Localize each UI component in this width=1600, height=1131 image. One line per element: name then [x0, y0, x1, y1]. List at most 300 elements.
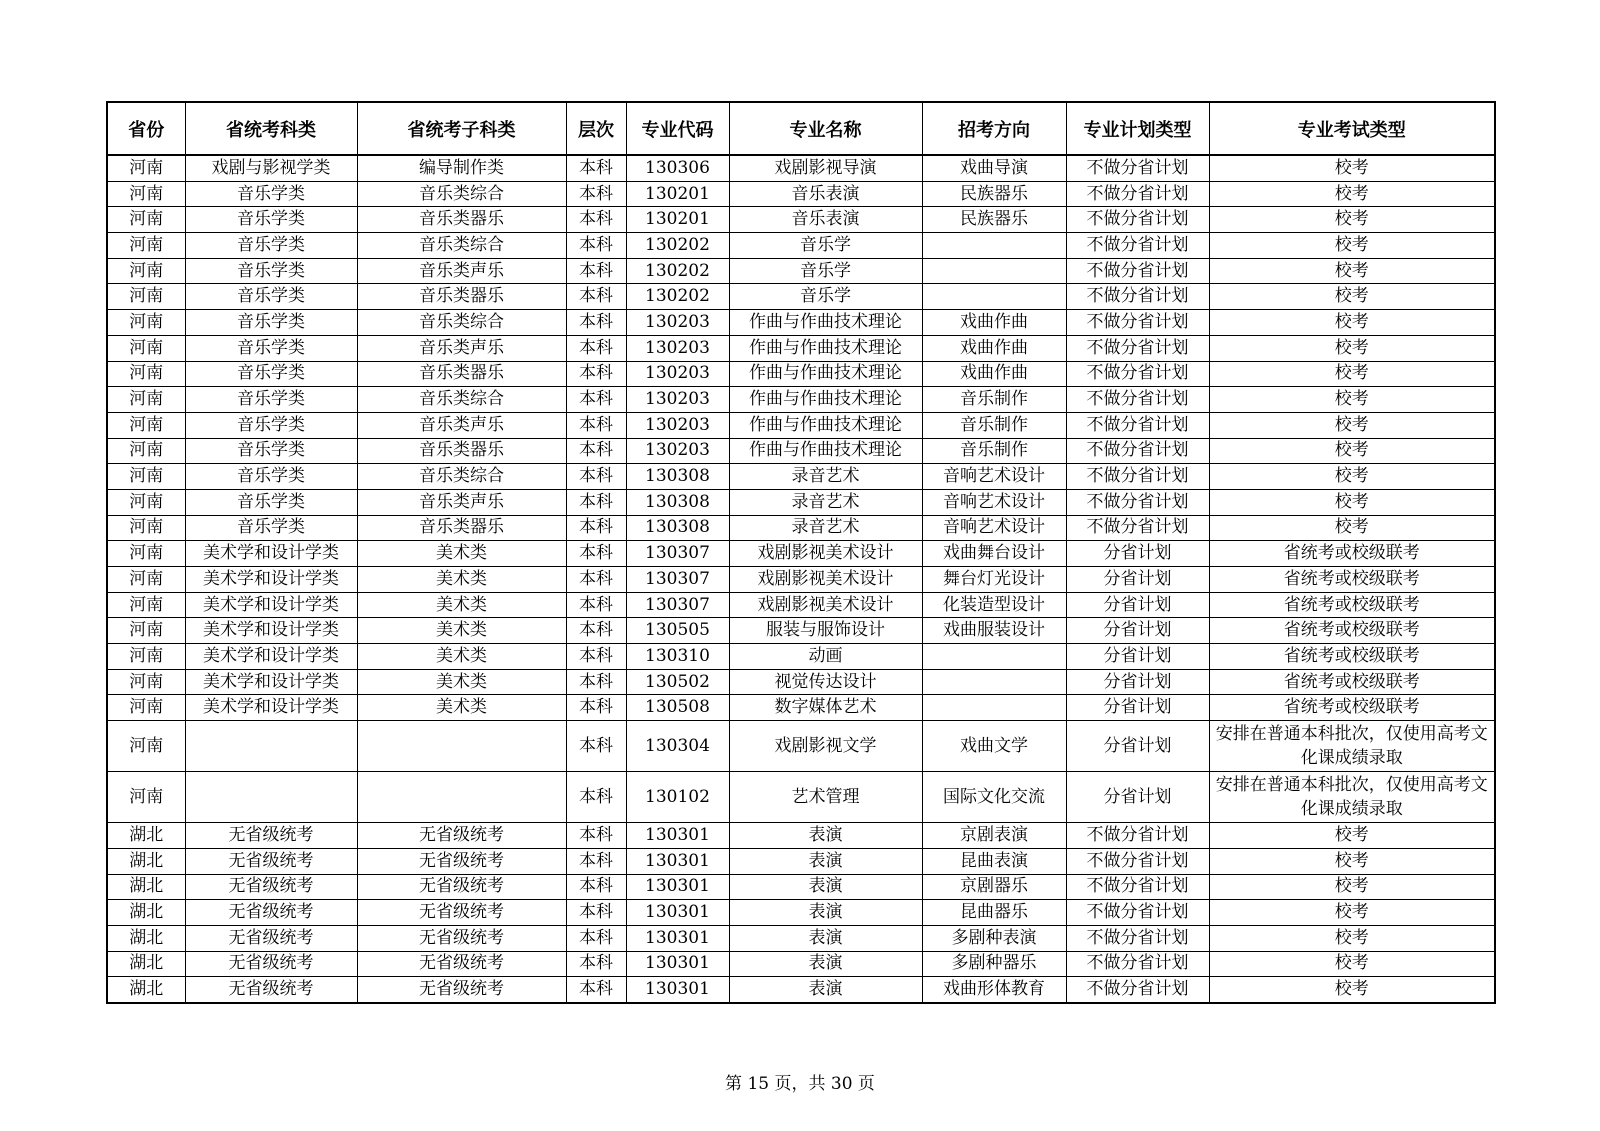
table-cell: 表演 — [729, 900, 922, 926]
table-row — [107, 567, 1495, 593]
table-cell: 戏剧影视美术设计 — [729, 567, 922, 593]
table-cell: 美术类 — [357, 541, 566, 567]
table-cell: 不做分省计划 — [1066, 438, 1209, 464]
table-cell: 河南 — [107, 772, 185, 823]
table-cell: 多剧种表演 — [922, 925, 1066, 951]
table-cell: 无省级统考 — [357, 977, 566, 1003]
table-cell: 美术学和设计学类 — [185, 567, 357, 593]
table-cell: 130308 — [626, 515, 729, 541]
table-cell: 音乐类声乐 — [357, 412, 566, 438]
table-cell: 本科 — [566, 925, 626, 951]
header-cell: 省份 — [107, 102, 185, 155]
table-cell: 河南 — [107, 335, 185, 361]
table-cell: 舞台灯光设计 — [922, 567, 1066, 593]
table-cell: 河南 — [107, 387, 185, 413]
table-cell: 不做分省计划 — [1066, 489, 1209, 515]
table-cell — [922, 258, 1066, 284]
table-cell: 表演 — [729, 977, 922, 1003]
table-cell — [922, 284, 1066, 310]
header-cell: 专业代码 — [626, 102, 729, 155]
table-cell: 本科 — [566, 181, 626, 207]
table-cell: 130301 — [626, 874, 729, 900]
table-cell: 民族器乐 — [922, 181, 1066, 207]
table-cell: 不做分省计划 — [1066, 464, 1209, 490]
table-cell: 130304 — [626, 721, 729, 772]
table-cell: 音乐学 — [729, 284, 922, 310]
table-cell: 校考 — [1209, 977, 1495, 1003]
table-cell: 校考 — [1209, 951, 1495, 977]
table-cell: 音响艺术设计 — [922, 515, 1066, 541]
table-cell: 湖北 — [107, 848, 185, 874]
table-cell: 音乐类综合 — [357, 387, 566, 413]
table-cell — [922, 695, 1066, 721]
table-cell: 作曲与作曲技术理论 — [729, 438, 922, 464]
table-row — [107, 951, 1495, 977]
table-cell: 130201 — [626, 181, 729, 207]
table-cell: 编导制作类 — [357, 155, 566, 181]
table-row — [107, 721, 1495, 772]
table-cell: 音乐类声乐 — [357, 335, 566, 361]
table-cell: 本科 — [566, 900, 626, 926]
table-cell: 130301 — [626, 977, 729, 1003]
header-cell: 省统考科类 — [185, 102, 357, 155]
table-cell: 校考 — [1209, 284, 1495, 310]
table-cell: 美术学和设计学类 — [185, 695, 357, 721]
table-cell: 分省计划 — [1066, 541, 1209, 567]
header-cell: 招考方向 — [922, 102, 1066, 155]
table-cell: 美术类 — [357, 592, 566, 618]
table-cell: 本科 — [566, 567, 626, 593]
table-cell: 校考 — [1209, 335, 1495, 361]
table-cell: 130307 — [626, 592, 729, 618]
table-cell: 无省级统考 — [357, 951, 566, 977]
table-cell: 戏曲作曲 — [922, 335, 1066, 361]
table-cell: 130307 — [626, 567, 729, 593]
table-cell: 本科 — [566, 387, 626, 413]
table-cell: 河南 — [107, 464, 185, 490]
table-row — [107, 489, 1495, 515]
table-cell: 本科 — [566, 618, 626, 644]
table-cell: 本科 — [566, 848, 626, 874]
table-cell: 作曲与作曲技术理论 — [729, 412, 922, 438]
table-cell: 音乐类声乐 — [357, 489, 566, 515]
table-cell: 不做分省计划 — [1066, 412, 1209, 438]
table-cell: 河南 — [107, 721, 185, 772]
table-cell: 无省级统考 — [185, 848, 357, 874]
table-cell: 省统考或校级联考 — [1209, 541, 1495, 567]
table-cell: 130203 — [626, 310, 729, 336]
table-cell: 戏剧影视美术设计 — [729, 592, 922, 618]
table-cell: 校考 — [1209, 155, 1495, 181]
table-cell: 无省级统考 — [357, 874, 566, 900]
table-cell: 130203 — [626, 387, 729, 413]
table-cell: 省统考或校级联考 — [1209, 669, 1495, 695]
table-cell: 本科 — [566, 155, 626, 181]
header-row — [107, 102, 1495, 155]
table-cell: 音乐学类 — [185, 181, 357, 207]
table-row — [107, 207, 1495, 233]
table-row — [107, 874, 1495, 900]
table-cell: 无省级统考 — [185, 951, 357, 977]
table-row — [107, 335, 1495, 361]
table-cell: 本科 — [566, 951, 626, 977]
table-cell: 昆曲表演 — [922, 848, 1066, 874]
table-cell: 省统考或校级联考 — [1209, 592, 1495, 618]
table-cell: 校考 — [1209, 361, 1495, 387]
table-cell: 戏剧影视美术设计 — [729, 541, 922, 567]
table-cell: 戏曲导演 — [922, 155, 1066, 181]
table-cell: 表演 — [729, 874, 922, 900]
table-cell: 校考 — [1209, 181, 1495, 207]
table-row — [107, 695, 1495, 721]
table-cell: 本科 — [566, 207, 626, 233]
table-cell: 河南 — [107, 233, 185, 259]
header-cell: 专业考试类型 — [1209, 102, 1495, 155]
table-cell: 不做分省计划 — [1066, 335, 1209, 361]
table-cell: 音乐学类 — [185, 489, 357, 515]
table-cell: 130301 — [626, 823, 729, 849]
table-cell: 130203 — [626, 438, 729, 464]
table-cell: 130301 — [626, 848, 729, 874]
table-cell: 音乐学类 — [185, 284, 357, 310]
table-cell: 音乐学类 — [185, 438, 357, 464]
table-cell: 河南 — [107, 412, 185, 438]
table-cell: 130102 — [626, 772, 729, 823]
table-cell: 湖北 — [107, 823, 185, 849]
table-cell: 本科 — [566, 669, 626, 695]
table-header — [107, 102, 1495, 155]
table-row — [107, 823, 1495, 849]
table-cell: 不做分省计划 — [1066, 181, 1209, 207]
table-cell: 河南 — [107, 284, 185, 310]
table-cell: 音乐类综合 — [357, 310, 566, 336]
table-cell — [922, 644, 1066, 670]
table-cell: 本科 — [566, 721, 626, 772]
table-cell: 音乐学类 — [185, 335, 357, 361]
table-cell: 本科 — [566, 874, 626, 900]
table-cell: 本科 — [566, 695, 626, 721]
table-cell: 安排在普通本科批次，仅使用高考文化课成绩录取 — [1209, 721, 1495, 772]
table-cell: 校考 — [1209, 387, 1495, 413]
table-row — [107, 361, 1495, 387]
table-row — [107, 669, 1495, 695]
table-cell: 音乐类器乐 — [357, 515, 566, 541]
table-cell: 录音艺术 — [729, 489, 922, 515]
table-cell: 本科 — [566, 489, 626, 515]
table-cell — [185, 721, 357, 772]
table-cell: 音乐制作 — [922, 387, 1066, 413]
table-cell: 校考 — [1209, 233, 1495, 259]
table-cell: 戏曲舞台设计 — [922, 541, 1066, 567]
table-cell: 美术类 — [357, 644, 566, 670]
table-cell — [922, 669, 1066, 695]
table-cell: 校考 — [1209, 515, 1495, 541]
table-cell: 不做分省计划 — [1066, 284, 1209, 310]
table-cell: 动画 — [729, 644, 922, 670]
table-row — [107, 925, 1495, 951]
table-cell: 无省级统考 — [357, 848, 566, 874]
table-cell: 不做分省计划 — [1066, 233, 1209, 259]
table-cell: 不做分省计划 — [1066, 823, 1209, 849]
table-cell: 河南 — [107, 695, 185, 721]
table-cell: 美术类 — [357, 618, 566, 644]
table-row — [107, 772, 1495, 823]
table-cell: 130308 — [626, 464, 729, 490]
table-cell: 湖北 — [107, 977, 185, 1003]
table-cell: 视觉传达设计 — [729, 669, 922, 695]
table-cell: 本科 — [566, 541, 626, 567]
table-cell: 音乐学 — [729, 233, 922, 259]
table-cell: 音乐学类 — [185, 361, 357, 387]
header-cell: 专业名称 — [729, 102, 922, 155]
table-cell: 省统考或校级联考 — [1209, 695, 1495, 721]
header-cell: 省统考子科类 — [357, 102, 566, 155]
table-cell: 分省计划 — [1066, 669, 1209, 695]
table-cell: 录音艺术 — [729, 515, 922, 541]
table-cell: 戏曲服装设计 — [922, 618, 1066, 644]
admissions-table-container — [106, 101, 1494, 1004]
table-cell: 音乐学类 — [185, 464, 357, 490]
table-cell: 音乐类声乐 — [357, 258, 566, 284]
table-cell: 不做分省计划 — [1066, 155, 1209, 181]
table-cell: 不做分省计划 — [1066, 874, 1209, 900]
table-cell: 130203 — [626, 335, 729, 361]
table-row — [107, 284, 1495, 310]
table-cell: 音乐类综合 — [357, 181, 566, 207]
table-cell: 音乐类器乐 — [357, 207, 566, 233]
page-number: 第 15 页，共 30 页 — [725, 1074, 875, 1094]
table-cell: 分省计划 — [1066, 644, 1209, 670]
table-cell: 130201 — [626, 207, 729, 233]
table-row — [107, 412, 1495, 438]
table-row — [107, 258, 1495, 284]
table-cell: 不做分省计划 — [1066, 515, 1209, 541]
table-cell: 分省计划 — [1066, 772, 1209, 823]
table-cell: 校考 — [1209, 464, 1495, 490]
table-cell: 美术学和设计学类 — [185, 541, 357, 567]
table-cell: 本科 — [566, 515, 626, 541]
table-cell: 戏曲形体教育 — [922, 977, 1066, 1003]
table-cell: 本科 — [566, 464, 626, 490]
table-cell: 湖北 — [107, 900, 185, 926]
table-cell: 不做分省计划 — [1066, 258, 1209, 284]
table-cell: 河南 — [107, 310, 185, 336]
table-cell: 省统考或校级联考 — [1209, 644, 1495, 670]
table-cell: 无省级统考 — [185, 874, 357, 900]
table-cell: 分省计划 — [1066, 618, 1209, 644]
table-cell: 校考 — [1209, 412, 1495, 438]
table-row — [107, 155, 1495, 181]
table-cell: 美术学和设计学类 — [185, 618, 357, 644]
table-cell: 美术类 — [357, 695, 566, 721]
table-cell: 本科 — [566, 823, 626, 849]
table-cell: 音响艺术设计 — [922, 464, 1066, 490]
table-cell: 多剧种器乐 — [922, 951, 1066, 977]
table-cell: 130203 — [626, 361, 729, 387]
table-cell: 校考 — [1209, 925, 1495, 951]
table-cell: 音乐表演 — [729, 207, 922, 233]
table-cell: 本科 — [566, 335, 626, 361]
table-cell: 服装与服饰设计 — [729, 618, 922, 644]
table-cell: 戏剧与影视学类 — [185, 155, 357, 181]
table-cell: 130202 — [626, 284, 729, 310]
table-cell: 本科 — [566, 284, 626, 310]
table-row — [107, 181, 1495, 207]
table-cell: 本科 — [566, 310, 626, 336]
table-cell: 音乐学类 — [185, 207, 357, 233]
table-cell: 130508 — [626, 695, 729, 721]
table-cell: 昆曲器乐 — [922, 900, 1066, 926]
table-cell: 本科 — [566, 977, 626, 1003]
table-cell: 130301 — [626, 900, 729, 926]
table-cell: 分省计划 — [1066, 721, 1209, 772]
table-cell: 河南 — [107, 541, 185, 567]
table-cell: 作曲与作曲技术理论 — [729, 387, 922, 413]
table-cell: 校考 — [1209, 874, 1495, 900]
table-cell: 河南 — [107, 669, 185, 695]
header-cell: 层次 — [566, 102, 626, 155]
table-cell: 湖北 — [107, 874, 185, 900]
table-cell: 无省级统考 — [185, 823, 357, 849]
table-cell: 分省计划 — [1066, 592, 1209, 618]
table-cell: 音乐学 — [729, 258, 922, 284]
table-row — [107, 515, 1495, 541]
table-cell: 表演 — [729, 951, 922, 977]
table-cell: 无省级统考 — [185, 925, 357, 951]
table-cell: 国际文化交流 — [922, 772, 1066, 823]
table-cell: 戏曲作曲 — [922, 310, 1066, 336]
table-cell: 河南 — [107, 207, 185, 233]
table-cell: 美术学和设计学类 — [185, 592, 357, 618]
table-cell: 130505 — [626, 618, 729, 644]
table-cell: 音乐类器乐 — [357, 438, 566, 464]
table-cell: 不做分省计划 — [1066, 848, 1209, 874]
table-row — [107, 438, 1495, 464]
table-cell: 表演 — [729, 848, 922, 874]
table-cell: 无省级统考 — [357, 925, 566, 951]
table-cell: 本科 — [566, 412, 626, 438]
table-cell: 130202 — [626, 258, 729, 284]
table-row — [107, 464, 1495, 490]
table-cell: 河南 — [107, 361, 185, 387]
table-cell: 不做分省计划 — [1066, 925, 1209, 951]
table-cell: 河南 — [107, 181, 185, 207]
table-cell: 河南 — [107, 155, 185, 181]
table-cell: 作曲与作曲技术理论 — [729, 310, 922, 336]
table-cell: 本科 — [566, 258, 626, 284]
table-cell: 130202 — [626, 233, 729, 259]
table-cell: 校考 — [1209, 310, 1495, 336]
table-cell: 戏剧影视文学 — [729, 721, 922, 772]
table-cell: 本科 — [566, 361, 626, 387]
table-cell: 分省计划 — [1066, 695, 1209, 721]
table-cell: 音乐学类 — [185, 387, 357, 413]
table-cell: 音乐类综合 — [357, 464, 566, 490]
table-cell: 130308 — [626, 489, 729, 515]
table-cell: 美术类 — [357, 567, 566, 593]
table-cell: 无省级统考 — [185, 900, 357, 926]
table-cell: 民族器乐 — [922, 207, 1066, 233]
table-cell: 音乐学类 — [185, 412, 357, 438]
table-cell: 校考 — [1209, 900, 1495, 926]
header-cell: 专业计划类型 — [1066, 102, 1209, 155]
table-cell: 不做分省计划 — [1066, 977, 1209, 1003]
table-row — [107, 387, 1495, 413]
table-cell: 音乐学类 — [185, 310, 357, 336]
table-cell: 美术学和设计学类 — [185, 644, 357, 670]
table-cell: 河南 — [107, 489, 185, 515]
table-cell: 作曲与作曲技术理论 — [729, 361, 922, 387]
table-cell: 表演 — [729, 925, 922, 951]
table-cell: 作曲与作曲技术理论 — [729, 335, 922, 361]
table-cell: 戏曲作曲 — [922, 361, 1066, 387]
table-row — [107, 644, 1495, 670]
table-cell: 湖北 — [107, 951, 185, 977]
table-cell: 不做分省计划 — [1066, 310, 1209, 336]
table-row — [107, 848, 1495, 874]
table-cell: 音乐类器乐 — [357, 361, 566, 387]
admissions-table — [106, 101, 1496, 1004]
table-cell: 戏曲文学 — [922, 721, 1066, 772]
table-cell: 不做分省计划 — [1066, 207, 1209, 233]
table-cell: 河南 — [107, 618, 185, 644]
table-row — [107, 310, 1495, 336]
table-cell: 湖北 — [107, 925, 185, 951]
table-cell: 校考 — [1209, 438, 1495, 464]
table-cell: 河南 — [107, 567, 185, 593]
table-row — [107, 592, 1495, 618]
table-row — [107, 618, 1495, 644]
table-cell: 音乐学类 — [185, 233, 357, 259]
table-row — [107, 541, 1495, 567]
table-cell: 本科 — [566, 438, 626, 464]
table-cell: 校考 — [1209, 258, 1495, 284]
table-row — [107, 977, 1495, 1003]
table-cell: 校考 — [1209, 848, 1495, 874]
table-cell: 130203 — [626, 412, 729, 438]
table-cell: 不做分省计划 — [1066, 387, 1209, 413]
table-cell: 本科 — [566, 772, 626, 823]
table-cell: 130306 — [626, 155, 729, 181]
table-cell: 音乐学类 — [185, 258, 357, 284]
table-row — [107, 900, 1495, 926]
table-cell: 戏剧影视导演 — [729, 155, 922, 181]
table-cell: 安排在普通本科批次，仅使用高考文化课成绩录取 — [1209, 772, 1495, 823]
table-cell: 数字媒体艺术 — [729, 695, 922, 721]
table-cell: 校考 — [1209, 823, 1495, 849]
table-cell: 河南 — [107, 258, 185, 284]
table-cell: 艺术管理 — [729, 772, 922, 823]
table-cell: 130502 — [626, 669, 729, 695]
table-cell: 省统考或校级联考 — [1209, 618, 1495, 644]
table-cell: 京剧表演 — [922, 823, 1066, 849]
table-cell: 无省级统考 — [357, 823, 566, 849]
table-cell: 本科 — [566, 592, 626, 618]
table-cell: 本科 — [566, 233, 626, 259]
table-cell: 不做分省计划 — [1066, 900, 1209, 926]
table-cell: 音乐类器乐 — [357, 284, 566, 310]
table-cell — [357, 721, 566, 772]
table-cell: 音响艺术设计 — [922, 489, 1066, 515]
table-cell: 河南 — [107, 592, 185, 618]
table-cell: 化装造型设计 — [922, 592, 1066, 618]
table-cell: 录音艺术 — [729, 464, 922, 490]
table-cell: 分省计划 — [1066, 567, 1209, 593]
table-cell: 校考 — [1209, 207, 1495, 233]
table-cell: 130301 — [626, 951, 729, 977]
table-cell: 音乐类综合 — [357, 233, 566, 259]
table-cell: 音乐学类 — [185, 515, 357, 541]
